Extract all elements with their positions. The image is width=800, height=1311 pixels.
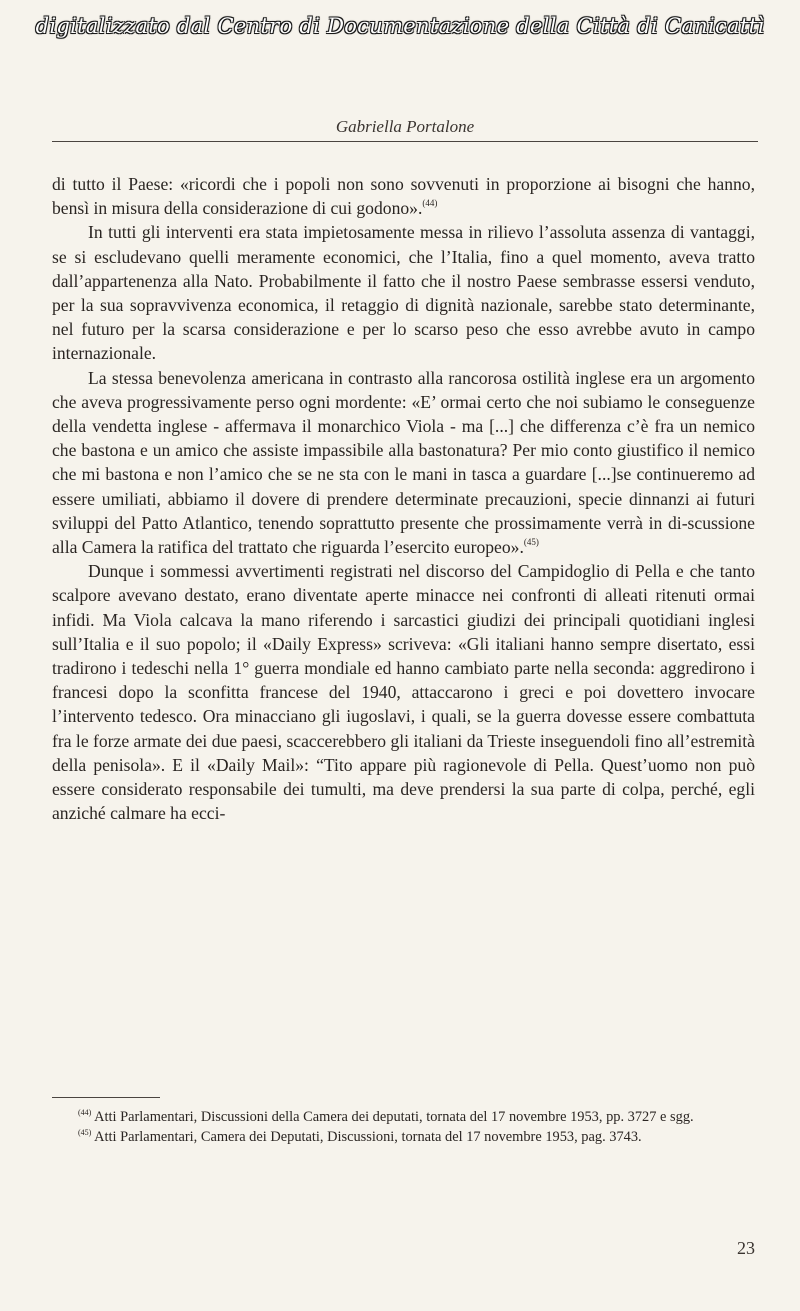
paragraph-2: In tutti gli interventi era stata impietosamente messa in rilievo l’assoluta assenza di vantaggi, se si escludevano quelli meramente economici, che l’Italia, fino a quel momento, aveva tratto dall’appartenenza alla Nato. Probabilmente il fatto che il nostro Paese sembrasse essersi venduto, per la sua sopravvivenza economica, il retaggio di dignità nazionale, sarebbe stato determinante, nel futuro per la scarsa considerazione e per lo scarso peso che esso avrebbe avuto in campo internazionale. (52, 222, 755, 364)
footnote-44: $^{(44)}$ Atti Parlamentari, Discussioni della Camera dei deputati, tornata del 17 novembre 1953, pp. 3727 e sgg. (78, 1108, 694, 1125)
page-number: 23 (737, 1238, 755, 1258)
paragraph-3: La stessa benevolenza americana in contrasto alla rancorosa ostilità inglese era un argomento che aveva progressivamente perso ogni mordente: «E’ ormai certo che noi subiamo le conseguenze della vendetta inglese - affermava il monarchico Viola - ma [...] che differenza c’è fra un nemico che bastona e un amico che assiste impassibile alla bastonatura? Per mio conto giustifico il nemico che mi bastona e non l’amico che se ne sta con le mani in tasca a guardare [...]se continueremo ad essere umiliati, abbiamo il dovere di prendere determinate precauzioni, specie dinnanzi ai futuri sviluppi del Patto Atlantico, tenendo soprattutto presente che prossimamente verrà in di-scussione alla Camera la ratifica del trattato che riguarda l’esercito europeo».$^{(45)}$ (52, 367, 755, 558)
footnote-ref-45: (45) (523, 537, 539, 548)
paragraph-1: di tutto il Paese: «ricordi che i popoli non sono sovvenuti in proporzione ai bisogni che hanno, bensì in misura della considerazione di cui godono».$^{(44)}$ (52, 174, 755, 219)
paragraph-4: Dunque i sommessi avvertimenti registrati nel discorso del Campidoglio di Pella e che tanto scalpore avevano destato, erano diventate aperte minacce nei confronti di alleati ritenuti ormai infidi. Ma Viola calcava la mano riferendo i sarcastici giudizi dei principali quotidiani inglesi sull’Italia e il suo popolo; il «Daily Express» scriveva: «Gli italiani hanno sempre disertato, essi tradirono i tedeschi nella 1° guerra mondiale ed hanno cambiato parte nella seconda: aggredirono i francesi dopo la sconfitta francese del 1940, attaccarono i greci e poi dovettero invocare l’intervento tedesco. Ora minacciano gli iugoslavi, i quali, se la guerra dovesse essere combattuta fra le forze armate dei due paesi, scaccerebbero gli italiani da Trieste inseguendoli fino all’estremità della penisola». E il «Daily Mail»: “Tito appare più ragionevole di Pella. Quest’uomo non può essere considerato responsabile dei tumulti, ma deve prendersi la sua parte di colpa, perché, egli anziché calmare ha ecci- (52, 561, 755, 824)
body-text (52, 172, 755, 825)
footnotes (52, 1108, 755, 1147)
digitization-watermark: digitalizzato dal Centro di Documentazione della Città di Canicattì (35, 14, 765, 38)
footnote-rule (52, 1097, 160, 1098)
footnote-ref-44: (44) (422, 198, 438, 209)
footnote-45: $^{(45)}$ Atti Parlamentari, Camera dei Deputati, Discussioni, tornata del 17 novembre 1953, pag. 3743. (78, 1127, 642, 1145)
header-rule (52, 141, 758, 142)
running-head-author: Gabriella Portalone (335, 117, 475, 136)
